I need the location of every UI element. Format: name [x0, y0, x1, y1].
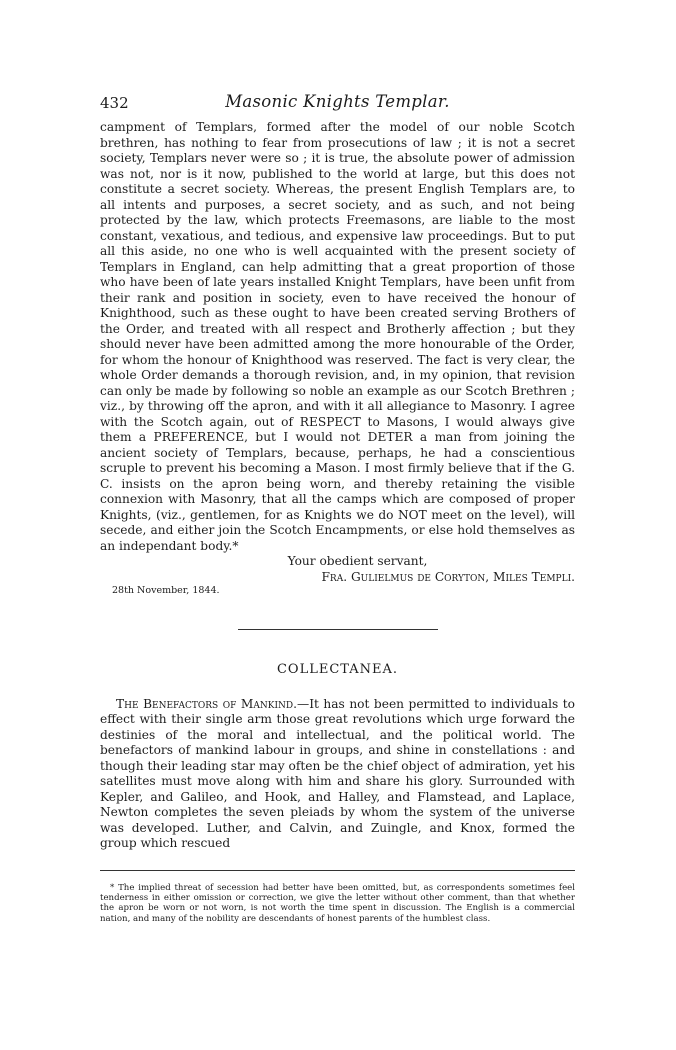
collectanea-paragraph: [100, 697, 575, 852]
footnote: * The implied threat of secession had better have been omitted, but, as correspondents sometimes feel tenderness in either omission or correction, we give the letter without other comment, than that whether the apron be worn or not worn, is not worth the time spent in discussion. The English is a commercial nation, and many of the nobility are descendants of honest parents of the humblest class.: [100, 882, 575, 924]
letter-closing: Your obedient servant,: [287, 554, 428, 568]
letter-signoff: [100, 554, 575, 599]
letter-date: 28th November, 1844.: [112, 585, 220, 596]
collectanea-text: —It has not been permitted to individuals to effect with their single arm those great revolutions which urge forward the destinies of the moral and intellectual, and the political world. The benefactors of mankind labour in groups, and shine in constellations : and though their leading star may often be the chief object of admiration, yet his satellites must move along with him and share his glory. Surrounded with Kepler, and Galileo, and Hook, and Halley, and Flamstead, and Laplace, Newton completes the seven pleiads by whom the system of the universe was developed. Luther, and Calvin, and Zuingle, and Knox, formed the group which rescued: [100, 696, 575, 850]
letter-signature: Fra. Gulielmus de Coryton, Miles Templi.: [321, 569, 575, 584]
book-page: [100, 90, 575, 924]
collectanea-heading: The Benefactors of Mankind.: [116, 696, 297, 711]
footnote-rule: [100, 870, 575, 871]
page-number: 432: [100, 94, 129, 112]
section-divider: [238, 629, 438, 630]
running-head: Masonic Knights Templar.: [225, 92, 450, 111]
section-title: COLLECTANEA.: [276, 661, 399, 677]
page-header: [100, 90, 575, 120]
letter-body: campment of Templars, formed after the model of our noble Scotch brethren, has nothing to fear from prosecutions of law ; it is not a secret society, Templars never were so ; it is true, the absolute power of admission was not, nor is it now, published to the world at large, but this does not constitute a secret society. Whereas, the present English Templars are, to all intents and purposes, a secret society, and as such, and not being protected by the law, which protects Freemasons, are liable to the most constant, vexatious, and tedious, and expensive law proceedings. But to put all this aside, no one who is well acquainted with the present society of Templars in England, can help admitting that a great proportion of those who have been of late years installed Knight Templars, have been unfit from their rank and position in society, even to have received the honour of Knighthood, such as these ought to have been created serving Brothers of the Order, and treated with all respect and Brotherly affection ; but they should never have been admitted among the more honourable of the Order, for whom the honour of Knighthood was reserved. The fact is very clear, the whole Order demands a thorough revision, and, in my opinion, that revision can only be made by following so noble an example as our Scotch Brethren ; viz., by throwing off the apron, and with it all allegiance to Masonry. I agree with the Scotch again, out of RESPECT to Masons, I would always give them a PREFERENCE, but I would not DETER a man from joining the ancient society of Templars, because, perhaps, he had a conscientious scruple to prevent his becoming a Mason. I most firmly believe that if the G. C. insists on the apron being worn, and thereby retaining the visible connexion with Masonry, that all the camps which are composed of proper Knights, (viz., gentlemen, for as Knights we do NOT meet on the level), will secede, and either join the Scotch Encampments, or else hold themselves as an independant body.*: [100, 120, 575, 553]
